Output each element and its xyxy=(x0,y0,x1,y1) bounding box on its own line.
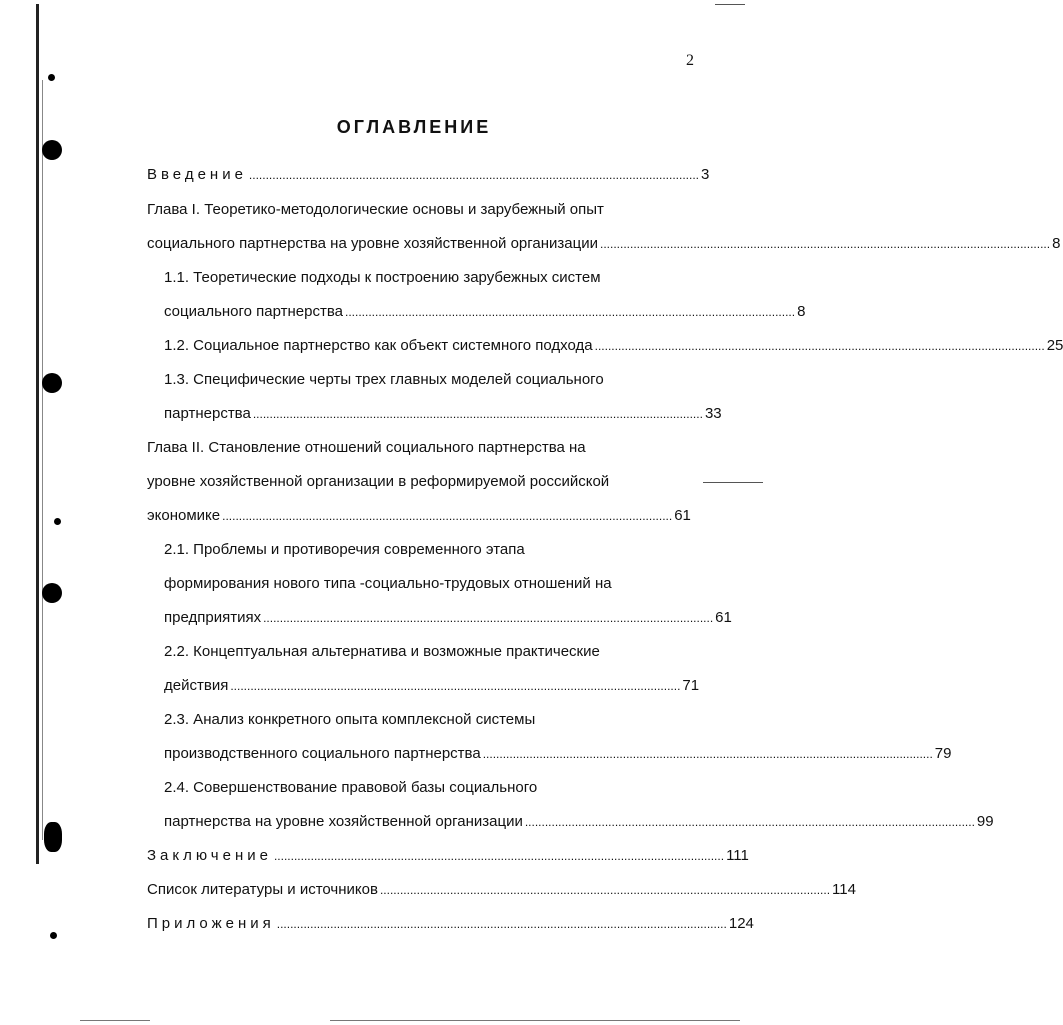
toc-entry-page: 114 xyxy=(832,881,856,898)
toc-entry-2-4[interactable] xyxy=(164,805,994,839)
toc-entry-page: 124 xyxy=(728,915,754,932)
leader-dots: ....................................................................................................................................... xyxy=(222,509,673,523)
punch-hole xyxy=(42,583,62,603)
toc-entry-2-4-line[interactable]: 2.4. Совершенствование правовой базы социального xyxy=(164,779,538,796)
toc-entry-label: партнерства xyxy=(164,405,251,422)
toc-entry-conclusion[interactable] xyxy=(147,839,749,873)
scan-dash xyxy=(330,1020,740,1021)
toc-entry-label: партнерства на уровне хозяйственной организации xyxy=(164,813,523,830)
toc-entry-2-1-line[interactable]: формирования нового типа -социально-трудовых отношений на xyxy=(164,575,612,592)
toc-entry-page: 61 xyxy=(674,507,691,524)
toc-entry-references[interactable] xyxy=(147,873,856,907)
scan-dash xyxy=(80,1020,150,1021)
toc-entry-chapter2-line[interactable]: уровне хозяйственной организации в реформируемой российской xyxy=(147,473,610,490)
toc-entry-page: 8 xyxy=(1052,235,1061,252)
toc-entry-page: 8 xyxy=(797,303,806,320)
toc-entry-page: 111 xyxy=(726,847,749,864)
toc-entry-label: Заключение xyxy=(147,847,272,864)
toc-entry-label: экономике xyxy=(147,507,221,524)
scan-dash xyxy=(715,4,745,5)
leader-dots: ....................................................................................................................................... xyxy=(379,883,831,897)
toc-entry-2-1[interactable] xyxy=(164,601,732,635)
scan-speck xyxy=(54,518,61,525)
leader-dots: ....................................................................................................................................... xyxy=(273,849,725,863)
leader-dots: ....................................................................................................................................... xyxy=(248,168,700,182)
leader-dots: ....................................................................................................................................... xyxy=(263,611,714,625)
toc-entry-1-1[interactable] xyxy=(164,295,806,329)
leader-dots: ....................................................................................................................................... xyxy=(600,237,1051,251)
toc-entry-1-3-line[interactable]: 1.3. Специфические черты трех главных моделей социального xyxy=(164,371,604,388)
leader-dots: ....................................................................................................................................... xyxy=(252,407,703,421)
toc-entry-1-3[interactable] xyxy=(164,397,722,431)
toc-entry-2-3-line[interactable]: 2.3. Анализ конкретного опыта комплексной системы xyxy=(164,711,536,728)
toc-entry-appendices[interactable] xyxy=(147,907,754,941)
toc-entry-1-2[interactable] xyxy=(164,329,1063,363)
toc-entry-1-1-line[interactable]: 1.1. Теоретические подходы к построению зарубежных систем xyxy=(164,269,601,286)
toc-entry-page: 99 xyxy=(976,813,994,830)
page-number: 2 xyxy=(686,52,694,69)
page-title: ОГЛАВЛЕНИЕ xyxy=(336,117,492,137)
toc-entry-label: Введение xyxy=(147,166,247,183)
leader-dots: ....................................................................................................................................... xyxy=(594,339,1045,353)
toc-entry-chapter1-line[interactable]: Глава I. Теоретико-методологические основы и зарубежный опыт xyxy=(147,201,604,218)
toc-entry-2-1-line[interactable]: 2.1. Проблемы и противоречия современного этапа xyxy=(164,541,525,558)
toc-entry-label: предприятиях xyxy=(164,609,262,626)
toc-entry-page: 71 xyxy=(682,677,700,694)
leader-dots: ....................................................................................................................................... xyxy=(345,305,796,319)
toc-entry-page: 33 xyxy=(704,405,722,422)
toc-entry-label: действия xyxy=(164,677,229,694)
toc-entry-label: Приложения xyxy=(147,915,275,932)
leader-dots: ....................................................................................................................................... xyxy=(482,747,933,761)
toc-entry-chapter2[interactable] xyxy=(147,499,689,533)
toc-entry-page: 61 xyxy=(715,609,732,626)
toc-entry-chapter1[interactable] xyxy=(147,227,1061,261)
toc-entry-2-2[interactable] xyxy=(164,669,700,703)
toc-entry-chapter2-line[interactable]: Глава II. Становление отношений социального партнерства на xyxy=(147,439,586,456)
scan-speck xyxy=(50,932,57,939)
toc-entry-label: Список литературы и источников xyxy=(147,881,378,898)
toc-entry-page: 3 xyxy=(701,166,710,183)
binding-edge-mark xyxy=(42,80,43,840)
toc-entry-intro[interactable] xyxy=(147,158,710,192)
toc-entry-label: социального партнерства xyxy=(164,303,343,320)
scan-dash xyxy=(703,482,763,483)
leader-dots: ....................................................................................................................................... xyxy=(276,917,727,931)
leader-dots: ....................................................................................................................................... xyxy=(524,815,975,829)
punch-hole xyxy=(42,373,62,393)
toc-entry-2-3[interactable] xyxy=(164,737,952,771)
toc-entry-page: 25 xyxy=(1046,337,1063,354)
toc-entry-label: производственного социального партнерства xyxy=(164,745,481,762)
leader-dots: ....................................................................................................................................... xyxy=(230,679,681,693)
punch-hole xyxy=(44,822,62,852)
punch-hole xyxy=(42,140,62,160)
toc-entry-page: 79 xyxy=(934,745,952,762)
toc-entry-2-2-line[interactable]: 2.2. Концептуальная альтернатива и возможные практические xyxy=(164,643,600,660)
toc-entry-label: социального партнерства на уровне хозяйственной организации xyxy=(147,235,598,252)
toc-entry-label: 1.2. Социальное партнерство как объект системного подхода xyxy=(164,337,593,354)
scan-speck xyxy=(48,74,55,81)
